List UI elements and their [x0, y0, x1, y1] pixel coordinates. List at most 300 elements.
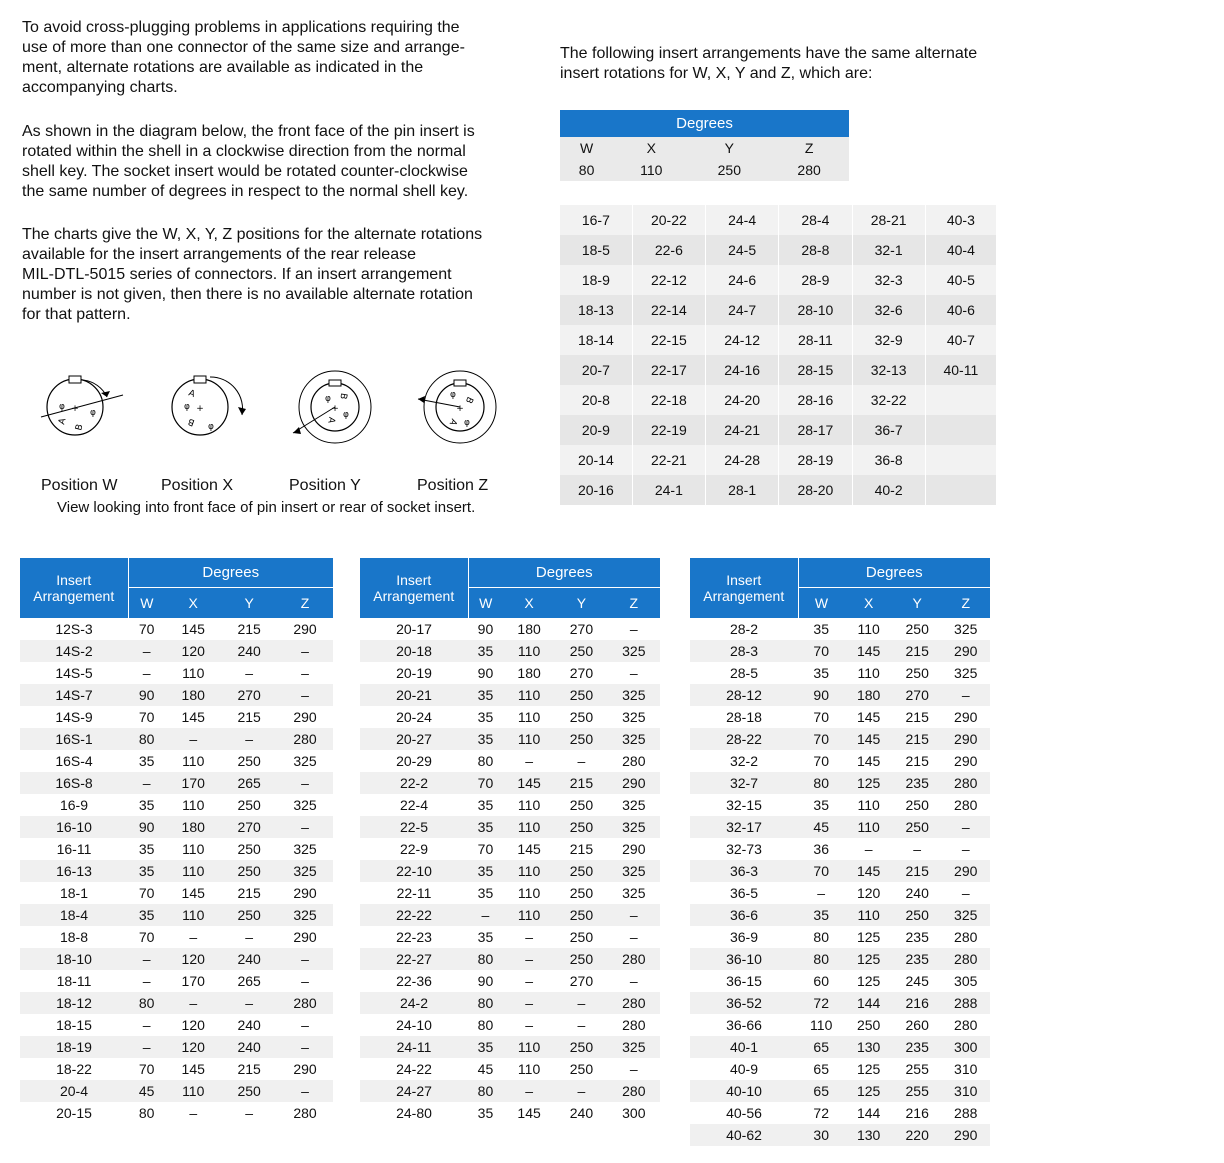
degree-cell: – [128, 948, 165, 970]
degree-cell: 45 [128, 1080, 165, 1102]
degree-cell: 270 [221, 684, 277, 706]
column-header: Y [555, 588, 607, 619]
degree-cell: 90 [477, 665, 494, 681]
degree-cell: 325 [608, 860, 660, 882]
table-row [690, 618, 990, 640]
insert-arrangement-header: Insert Arrangement [690, 558, 798, 618]
table-row [360, 794, 660, 816]
degree-cell: 35 [138, 753, 155, 769]
degree-cell: 300 [941, 1036, 990, 1058]
table-row [20, 1014, 333, 1036]
degree-cell: – [555, 992, 607, 1014]
degree-cell: 125 [844, 948, 893, 970]
arrangement-cell: 18-9 [560, 265, 632, 295]
degree-cell: 35 [813, 665, 829, 681]
arrangement-cell: 40-5 [925, 265, 996, 295]
arrangement-cell: 40-2 [852, 475, 925, 505]
arrangement-cell: 22-10 [360, 860, 468, 882]
arrangement-cell: 20-24 [396, 709, 432, 725]
degree-cell: 180 [165, 684, 221, 706]
degree-cell: 110 [857, 621, 880, 637]
table-row [360, 706, 660, 728]
arrangement-cell: 20-15 [56, 1105, 92, 1121]
degree-cell: 35 [798, 904, 844, 926]
arrangement-cell: 16-7 [560, 205, 632, 235]
svg-text:φ: φ [90, 408, 96, 418]
column-header: Z [277, 588, 333, 619]
degree-cell: 325 [277, 904, 333, 926]
table-row [690, 1058, 990, 1080]
table-row [690, 640, 990, 662]
degree-cell: 30 [798, 1124, 844, 1146]
degree-cell: 325 [622, 709, 646, 725]
table-row [360, 1014, 660, 1036]
degree-cell: 110 [810, 1017, 833, 1033]
table-row [690, 970, 990, 992]
svg-text:φ: φ [184, 402, 190, 412]
arrangement-cell: 24-2 [360, 992, 468, 1014]
degree-cell: 215 [237, 621, 261, 637]
svg-text:B: B [74, 423, 86, 432]
degree-cell: 215 [237, 885, 261, 901]
arrangement-cell: 36-66 [726, 1017, 762, 1033]
arrangement-cell: 24-27 [360, 1080, 468, 1102]
degree-cell: 80 [798, 772, 844, 794]
degree-cell: – [629, 973, 638, 989]
degree-cell: 35 [128, 860, 165, 882]
degree-cell: 250 [555, 948, 607, 970]
svg-text:+: + [71, 404, 79, 414]
degree-cell: 280 [622, 753, 646, 769]
arrangement-cell: 32-13 [852, 355, 925, 385]
degree-cell: 250 [555, 1036, 607, 1058]
degree-cell: 325 [608, 684, 660, 706]
arrangement-cell: 28-8 [779, 235, 852, 265]
degree-cell: 180 [165, 816, 221, 838]
degree-cell: 145 [181, 709, 205, 725]
degree-cell: 130 [844, 1036, 893, 1058]
table-row [690, 1014, 990, 1036]
table-row [690, 948, 990, 970]
table-row [360, 904, 660, 926]
arrangement-cell: 36-10 [690, 948, 798, 970]
degree-cell: 90 [798, 684, 844, 706]
intro-line: use of more than one connector of the same size and arrange- [22, 39, 465, 56]
degree-cell: 35 [138, 841, 155, 857]
degree-cell: 280 [954, 929, 978, 945]
table-row [360, 948, 660, 970]
degree-cell: 240 [221, 640, 277, 662]
svg-text:A: A [325, 416, 337, 424]
degree-cell: 70 [468, 772, 503, 794]
value-z: 280 [797, 162, 821, 178]
table-row [690, 992, 990, 1014]
arrangement-cell: 24-4 [706, 205, 779, 235]
intro-line: ment, alternate rotations are available as indicated in the [22, 59, 424, 76]
degree-cell: 216 [893, 992, 942, 1014]
degree-cell: 310 [954, 1061, 978, 1077]
arrangement-cell: 20-29 [396, 753, 432, 769]
arrangement-cell: 24-5 [706, 235, 779, 265]
degree-cell: 270 [221, 816, 277, 838]
arrangement-cell: 20-16 [560, 475, 632, 505]
arrangement-cell: 20-17 [396, 621, 432, 637]
degree-cell: 215 [905, 753, 929, 769]
grid-row [560, 205, 997, 235]
degree-cell: 240 [569, 1105, 594, 1121]
degree-cell: 80 [468, 1080, 503, 1102]
degree-cell: 250 [893, 816, 942, 838]
degree-cell: 70 [798, 640, 844, 662]
degree-cell: 110 [182, 797, 205, 813]
svg-text:+: + [331, 404, 339, 414]
degree-cell: 70 [798, 860, 844, 882]
degree-cell: 72 [798, 992, 844, 1014]
degree-cell: 250 [569, 929, 594, 945]
arrangement-cell: 14S-9 [55, 709, 93, 725]
arrangement-cell [925, 415, 996, 445]
degree-cell: 80 [128, 728, 165, 750]
degree-cell: – [608, 904, 660, 926]
degree-cell: 110 [503, 728, 555, 750]
table-row [360, 728, 660, 750]
degree-cell: 80 [138, 1105, 155, 1121]
degree-cell: – [629, 929, 638, 945]
intro-line: the same number of degrees in respect to the normal shell key. [22, 183, 469, 200]
arrangement-cell: 18-5 [560, 235, 632, 265]
degree-cell: 120 [165, 948, 221, 970]
arrangement-cell: 22-4 [399, 797, 429, 813]
degree-cell: 290 [954, 753, 978, 769]
arrangement-cell: 20-18 [360, 640, 468, 662]
table-row [690, 662, 990, 684]
arrangement-cell: 24-80 [396, 1105, 432, 1121]
arrangement-cell: 18-14 [560, 325, 632, 355]
degree-cell: 310 [941, 1080, 990, 1102]
degree-cell: 280 [941, 772, 990, 794]
table-row [360, 662, 660, 684]
arrangement-cell [925, 445, 996, 475]
arrangement-cell: 22-14 [632, 295, 705, 325]
svg-text:+: + [196, 404, 204, 414]
degree-cell: 35 [468, 1036, 503, 1058]
degree-cell: 145 [517, 1105, 541, 1121]
degree-cell: 110 [503, 816, 555, 838]
arrangement-cell: 32-22 [852, 385, 925, 415]
degree-cell: 290 [293, 1061, 317, 1077]
degree-cell: 325 [954, 621, 978, 637]
degree-cell: 70 [477, 841, 494, 857]
degree-cell: – [503, 948, 555, 970]
arrangement-cell: 28-2 [729, 621, 759, 637]
svg-text:φ: φ [343, 410, 349, 420]
arrangement-cell: 24-12 [706, 325, 779, 355]
arrangement-cell: 28-3 [690, 640, 798, 662]
arrangement-cell: 22-2 [360, 772, 468, 794]
degree-cell: 145 [181, 1061, 205, 1077]
arrangement-cell: 40-56 [726, 1105, 762, 1121]
degree-cell: – [941, 684, 990, 706]
arrangement-cell: 12S-3 [55, 621, 93, 637]
arrangement-cell: 28-4 [779, 205, 852, 235]
degree-cell: – [245, 665, 254, 681]
rotation-table-2 [360, 558, 660, 1124]
arrangement-cell: 20-21 [360, 684, 468, 706]
table-row [690, 750, 990, 772]
rotation-table-1 [20, 558, 333, 1124]
arrangement-cell: 22-5 [360, 816, 468, 838]
degree-cell: 60 [813, 973, 829, 989]
degree-cell: 250 [221, 904, 277, 926]
arrangement-cell: 40-7 [925, 325, 996, 355]
arrangement-cell: 36-5 [729, 885, 759, 901]
degree-cell: 290 [941, 728, 990, 750]
degree-cell: – [817, 885, 826, 901]
table-row [360, 838, 660, 860]
table-row [690, 838, 990, 860]
table-row [20, 882, 333, 904]
degree-cell: 70 [138, 709, 155, 725]
degree-cell: 235 [893, 948, 942, 970]
degree-cell: 270 [569, 973, 594, 989]
table-row [690, 926, 990, 948]
degree-cell: 45 [798, 816, 844, 838]
arrangement-cell: 36-15 [726, 973, 762, 989]
degree-cell: 325 [608, 640, 660, 662]
degree-cell: 220 [893, 1124, 942, 1146]
position-z-diagram [410, 355, 510, 455]
degree-cell: 110 [182, 665, 205, 681]
arrangement-cell: 22-18 [632, 385, 705, 415]
degree-cell: 35 [128, 904, 165, 926]
arrangement-cell: 18-8 [59, 929, 89, 945]
arrangement-cell: 14S-5 [55, 665, 93, 681]
arrangement-cell: 32-2 [729, 753, 759, 769]
value-x: 110 [640, 162, 663, 178]
degree-cell: 110 [165, 860, 221, 882]
table-row [360, 992, 660, 1014]
arrangement-cell: 18-13 [560, 295, 632, 325]
arrangement-cell [925, 385, 996, 415]
degree-cell: 36 [813, 841, 829, 857]
degree-cell: 45 [477, 1061, 494, 1077]
table-row [20, 1080, 333, 1102]
degree-cell: – [221, 992, 277, 1014]
degree-cell: – [165, 992, 221, 1014]
degree-cell: 145 [517, 841, 541, 857]
intro-line: for that pattern. [22, 306, 131, 323]
degree-cell: 250 [221, 860, 277, 882]
degree-cell: – [629, 665, 638, 681]
degree-cell: 215 [237, 709, 261, 725]
degree-cell: 290 [293, 885, 317, 901]
degree-cell: – [629, 621, 638, 637]
table-row [360, 816, 660, 838]
degree-cell: 145 [844, 640, 893, 662]
svg-text:φ: φ [325, 394, 331, 404]
grid-row [560, 415, 997, 445]
degree-cell: 215 [893, 640, 942, 662]
column-header: Y [221, 588, 277, 619]
degree-cell: 250 [555, 860, 607, 882]
degree-cell: 290 [954, 709, 978, 725]
degree-cell: – [555, 1080, 607, 1102]
arrangement-cell: 32-9 [852, 325, 925, 355]
arrangement-cell: 28-20 [779, 475, 852, 505]
degree-cell: 280 [293, 1105, 317, 1121]
arrangement-cell: 18-4 [20, 904, 128, 926]
arrangement-cell: 32-7 [690, 772, 798, 794]
degree-cell: 215 [905, 709, 929, 725]
table-row [690, 706, 990, 728]
arrangement-cell [925, 475, 996, 505]
degree-cell: 90 [128, 816, 165, 838]
arrangement-cell: 28-16 [779, 385, 852, 415]
intro-line: As shown in the diagram below, the front face of the pin insert is [22, 123, 475, 140]
degree-cell: 144 [844, 992, 893, 1014]
arrangement-cell: 20-14 [560, 445, 632, 475]
table-row [20, 750, 333, 772]
arrangement-cell: 40-4 [925, 235, 996, 265]
arrangement-cell: 36-52 [690, 992, 798, 1014]
arrangement-cell: 16-13 [20, 860, 128, 882]
column-header: Y [893, 588, 942, 619]
degree-cell: 280 [941, 948, 990, 970]
degree-cell: 125 [856, 929, 881, 945]
arrangement-cell: 14S-7 [20, 684, 128, 706]
arrangement-cell: 18-10 [20, 948, 128, 970]
degree-cell: 288 [941, 992, 990, 1014]
degree-cell: – [128, 1036, 165, 1058]
degree-cell: 35 [468, 816, 503, 838]
degree-cell: 250 [569, 709, 594, 725]
degree-cell: 325 [954, 665, 978, 681]
position-w-diagram [35, 355, 135, 455]
intro-line: number is not given, then there is no available alternate rotation [22, 286, 473, 303]
degree-cell: 35 [477, 929, 494, 945]
degree-cell: 255 [905, 1061, 929, 1077]
arrangement-cell: 28-15 [779, 355, 852, 385]
arrangement-cell: 18-22 [56, 1061, 92, 1077]
arrangement-cell: 18-15 [56, 1017, 92, 1033]
table-row [360, 640, 660, 662]
arrangement-cell: 28-12 [690, 684, 798, 706]
arrangement-cell: 32-15 [726, 797, 762, 813]
degree-cell: – [525, 1017, 533, 1033]
degree-cell: 260 [905, 1017, 929, 1033]
arrangement-cell: 22-27 [360, 948, 468, 970]
degree-cell: – [468, 904, 503, 926]
degree-cell: 280 [608, 948, 660, 970]
degree-cell: 240 [221, 1036, 277, 1058]
degree-cell: 280 [954, 797, 978, 813]
degree-cell: – [301, 1017, 309, 1033]
degree-cell: 80 [468, 992, 503, 1014]
degree-cell: 325 [608, 1036, 660, 1058]
arrangement-cell: 24-28 [706, 445, 779, 475]
degree-cell: 170 [181, 973, 205, 989]
grid-row [560, 295, 997, 325]
table-row [690, 1102, 990, 1124]
arrangement-cell: 28-19 [779, 445, 852, 475]
arrangement-cell: 16-10 [20, 816, 128, 838]
degree-cell: – [301, 665, 309, 681]
degree-cell: 215 [555, 772, 607, 794]
arrangement-cell: 24-1 [632, 475, 705, 505]
degree-cell: – [245, 1105, 254, 1121]
degree-cell: 120 [165, 1036, 221, 1058]
degree-cell: 110 [503, 904, 555, 926]
degree-cell: 235 [893, 772, 942, 794]
degree-cell: 240 [237, 1017, 261, 1033]
degree-cell: 325 [293, 841, 317, 857]
degree-cell: 300 [622, 1105, 646, 1121]
position-w-label: Position W [41, 477, 118, 494]
intro-paragraph-1 [22, 18, 542, 98]
table-row [20, 838, 333, 860]
column-header: Z [608, 588, 660, 619]
degree-cell: 125 [844, 772, 893, 794]
arrangement-cell: 32-1 [852, 235, 925, 265]
position-y-label: Position Y [289, 477, 361, 494]
degree-cell: – [277, 640, 333, 662]
degree-cell: – [128, 772, 165, 794]
svg-text:B: B [337, 392, 349, 400]
arrangement-cell: 32-17 [690, 816, 798, 838]
table-row [20, 794, 333, 816]
degree-cell: 145 [181, 621, 205, 637]
grid-row [560, 385, 997, 415]
position-x-diagram [160, 355, 260, 455]
table-row [20, 816, 333, 838]
degree-cell: 280 [608, 1080, 660, 1102]
degree-cell: – [525, 929, 533, 945]
degree-cell: 280 [608, 992, 660, 1014]
degree-cell: 70 [813, 709, 829, 725]
degree-cell: – [961, 885, 970, 901]
table-row [20, 640, 333, 662]
grid-row [560, 475, 997, 505]
table-row [690, 816, 990, 838]
column-header: Z [941, 588, 990, 619]
intro-line: available for the insert arrangements of the rear release [22, 246, 416, 263]
degree-cell: – [142, 1017, 151, 1033]
arrangement-cell: 20-4 [20, 1080, 128, 1102]
table-row [20, 684, 333, 706]
degree-cell: 70 [138, 1061, 155, 1077]
degree-cell: 240 [221, 948, 277, 970]
column-header: W [128, 588, 165, 619]
arrangement-cell: 32-73 [726, 841, 762, 857]
degree-cell: 250 [856, 1017, 881, 1033]
degree-cell: 110 [182, 753, 205, 769]
degree-cell: 35 [477, 885, 494, 901]
table-row [20, 1036, 333, 1058]
arrangement-cell: 28-10 [779, 295, 852, 325]
degree-cell: 250 [555, 904, 607, 926]
degree-cell: 110 [517, 709, 541, 725]
degree-cell: 90 [477, 973, 494, 989]
degree-cell: – [165, 728, 221, 750]
degree-cell: 245 [905, 973, 929, 989]
degree-cell: 110 [517, 1061, 541, 1077]
table-row [360, 926, 660, 948]
arrangement-cell: 40-3 [925, 205, 996, 235]
arrangement-cell: 24-22 [396, 1061, 432, 1077]
common-rotation-table [560, 110, 849, 181]
degree-cell: 280 [954, 1017, 978, 1033]
degree-cell: 110 [503, 684, 555, 706]
